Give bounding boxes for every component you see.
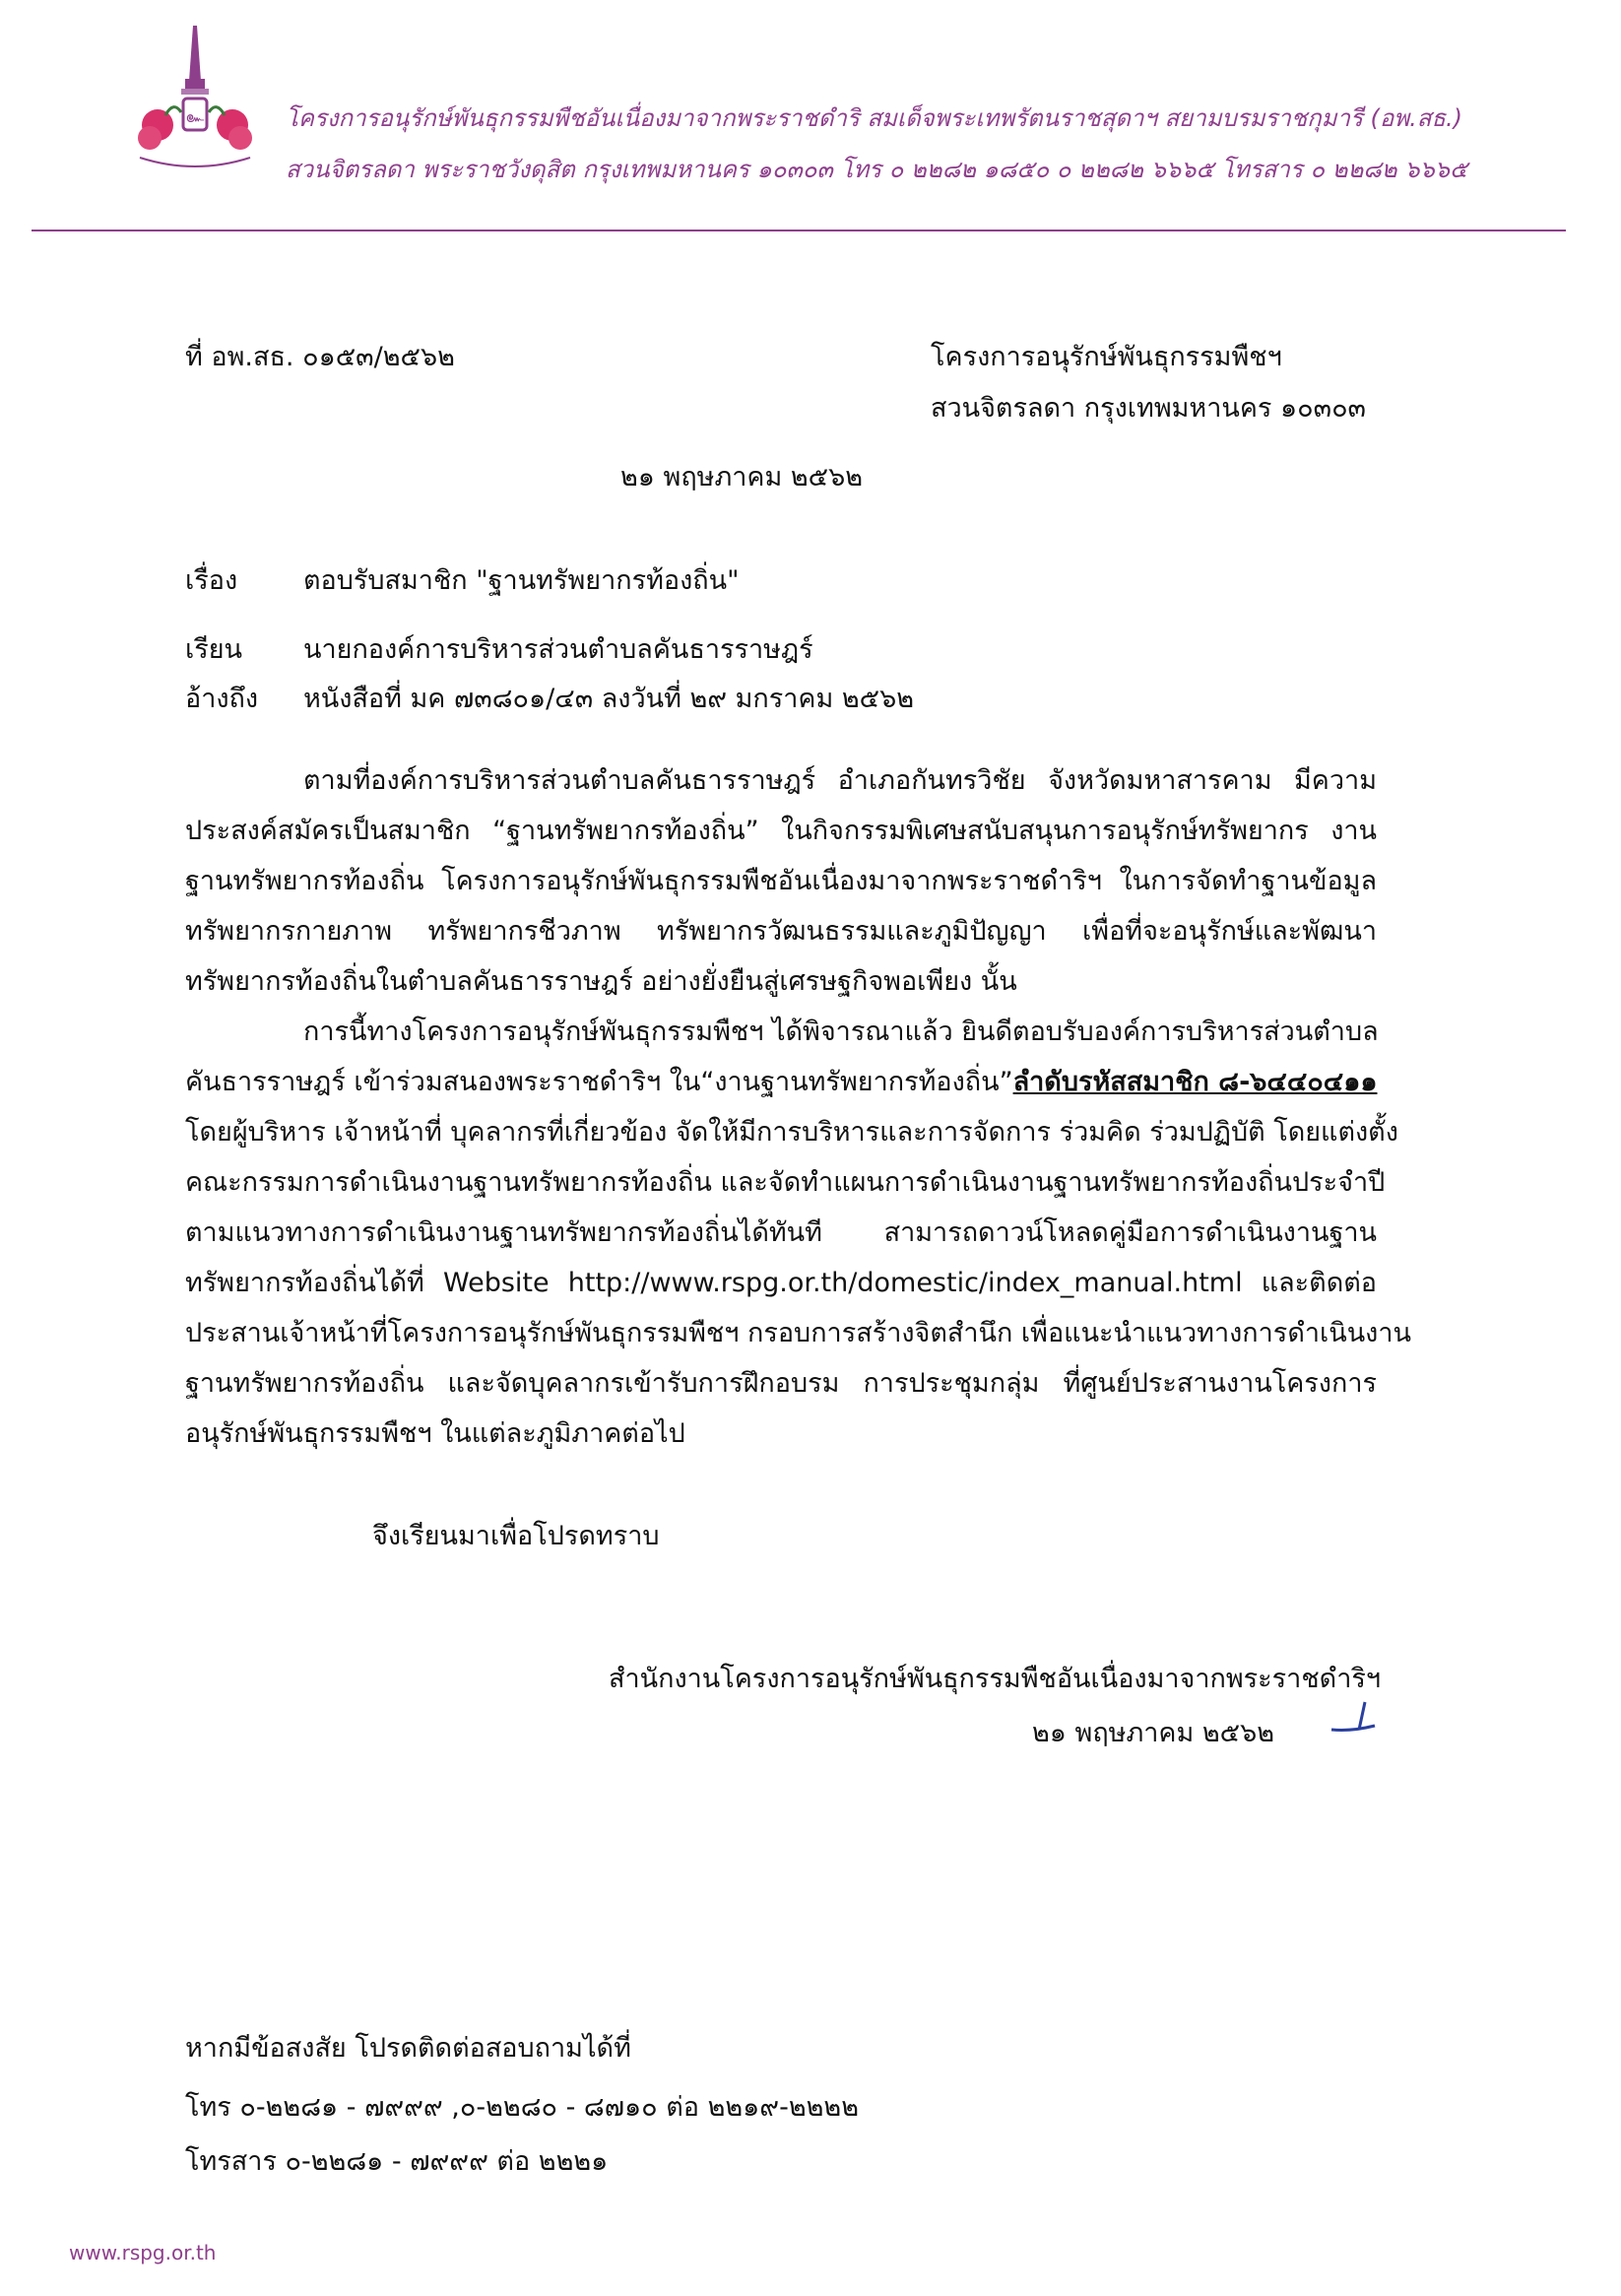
letter-date: ๒๑ พฤษภาคม ๒๕๖๒ <box>620 462 864 492</box>
paragraph-2-line: อนุรักษ์พันธุกรรมพืชฯ ในแต่ละภูมิภาคต่อไป <box>185 1418 685 1449</box>
signature-date: ๒๑ พฤษภาคม ๒๕๖๒ <box>1032 1718 1275 1748</box>
subject-label: เรื่อง <box>185 565 238 596</box>
sender-address-line-1: โครงการอนุรักษ์พันธุกรรมพืชฯ <box>931 342 1282 372</box>
paragraph-1-line: ทรัพยากรกายภาพ ทรัพยากรชีวภาพ ทรัพยากรวัฒนธรรมและภูมิปัญญา เพื่อที่จะอนุรักษ์และพัฒนา <box>185 916 1377 947</box>
paragraph-2 <box>185 1007 1411 1459</box>
signature-org: สำนักงานโครงการอนุรักษ์พันธุกรรมพืชอันเนื่องมาจากพระราชดำริฯ <box>609 1664 1382 1694</box>
paragraph-2-line: ประสานเจ้าหน้าที่โครงการอนุรักษ์พันธุกรรมพืชฯ กรอบการสร้างจิตสำนึก เพื่อแนะนำแนวทางการดำเนินงาน <box>185 1318 1411 1348</box>
paragraph-2-line: การนี้ทางโครงการอนุรักษ์พันธุกรรมพืชฯ ได้พิจารณาแล้ว ยินดีตอบรับองค์การบริหารส่วนตำบล <box>303 1017 1379 1047</box>
recipient-value: นายกองค์การบริหารส่วนตำบลคันธารราษฎร์ <box>303 634 813 665</box>
svg-text:๛: ๛ <box>185 107 205 126</box>
signature-mark <box>1329 1696 1379 1736</box>
paragraph-2-line: โดยผู้บริหาร เจ้าหน้าที่ บุคลากรที่เกี่ยวข้อง จัดให้มีการบริหารและการจัดการ ร่วมคิด ร่วมปฏิบัติ โดยแต่งตั้ง <box>185 1117 1398 1148</box>
letterhead-line-1: โครงการอนุรักษ์พันธุกรรมพืชอันเนื่องมาจากพระราชดำริ สมเด็จพระเทพรัตนราชสุดาฯ สยามบรมราชกุมารี (อพ.สธ.) <box>286 104 1462 132</box>
paragraph-2-line <box>185 1057 1377 1107</box>
paragraph-1-line: ประสงค์สมัครเป็นสมาชิก “ฐานทรัพยากรท้องถิ่น” ในกิจกรรมพิเศษสนับสนุนการอนุรักษ์ทรัพยากร งาน <box>185 816 1377 846</box>
paragraph-2-line: ทรัพยากรท้องถิ่นได้ที่ Website http://www.rspg.or.th/domestic/index_manual.html และติดต่อ <box>185 1268 1377 1298</box>
contact-heading: หากมีข้อสงสัย โปรดติดต่อสอบถามได้ที่ <box>185 2033 631 2064</box>
reference-value: หนังสือที่ มค ๗๓๘๐๑/๔๓ ลงวันที่ ๒๙ มกราคม ๒๕๖๒ <box>303 684 915 714</box>
reference-number: ที่ อพ.สธ. ๐๑๕๓/๒๕๖๒ <box>185 342 455 372</box>
paragraph-2-line: ตามแนวทางการดำเนินงานฐานทรัพยากรท้องถิ่นได้ทันที สามารถดาวน์โหลดคู่มือการดำเนินงานฐาน <box>185 1217 1377 1248</box>
paragraph-1 <box>185 755 1377 1007</box>
paragraph-2-line-2-text: คันธารราษฎร์ เข้าร่วมสนองพระราชดำริฯ ใน“งานฐานทรัพยากรท้องถิ่น” <box>185 1067 1013 1097</box>
subject-value: ตอบรับสมาชิก "ฐานทรัพยากรท้องถิ่น" <box>303 565 740 596</box>
recipient-label: เรียน <box>185 634 243 665</box>
paragraph-1-line: ทรัพยากรท้องถิ่นในตำบลคันธารราษฎร์ อย่างยั่งยืนสู่เศรษฐกิจพอเพียง นั้น <box>185 966 1017 997</box>
letterhead-divider <box>32 230 1566 231</box>
footer-url: www.rspg.or.th <box>69 2241 217 2264</box>
letterhead-line-2: สวนจิตรลดา พระราชวังดุสิต กรุงเทพมหานคร ๑๐๓๐๓ โทร ๐ ๒๒๘๒ ๑๘๕๐ ๐ ๒๒๘๒ ๖๖๖๕ โทรสาร ๐ ๒๒๘๒ ๖๖๖๕ <box>286 156 1468 183</box>
rspg-emblem-logo <box>116 22 274 179</box>
paragraph-2-line: คณะกรรมการดำเนินงานฐานทรัพยากรท้องถิ่น และจัดทำแผนการดำเนินงานฐานทรัพยากรท้องถิ่นประจำปี <box>185 1167 1386 1198</box>
reference-label: อ้างถึง <box>185 684 259 714</box>
paragraph-2-line: ฐานทรัพยากรท้องถิ่น และจัดบุคลากรเข้ารับการฝึกอบรม การประชุมกลุ่ม ที่ศูนย์ประสานงานโครงการ <box>185 1368 1377 1399</box>
contact-fax: โทรสาร ๐-๒๒๘๑ - ๗๙๙๙ ต่อ ๒๒๒๑ <box>185 2146 609 2177</box>
paragraph-1-line: ตามที่องค์การบริหารส่วนตำบลคันธารราษฎร์ อำเภอกันทรวิชัย จังหวัดมหาสารคาม มีความ <box>303 765 1377 796</box>
paragraph-1-line: ฐานทรัพยากรท้องถิ่น โครงการอนุรักษ์พันธุกรรมพืชอันเนื่องมาจากพระราชดำริฯ ในการจัดทำฐานข้อมูล <box>185 866 1377 896</box>
sender-address-line-2: สวนจิตรลดา กรุงเทพมหานคร ๑๐๓๐๓ <box>931 393 1367 424</box>
contact-phone: โทร ๐-๒๒๘๑ - ๗๙๙๙ ,๐-๒๒๘๐ - ๘๗๑๐ ต่อ ๒๒๑๙-๒๒๒๒ <box>185 2092 860 2123</box>
member-code: ลำดับรหัสสมาชิก ๘-๖๔๔๐๔๑๑ <box>1012 1067 1378 1097</box>
closing-line: จึงเรียนมาเพื่อโปรดทราบ <box>372 1521 660 1551</box>
